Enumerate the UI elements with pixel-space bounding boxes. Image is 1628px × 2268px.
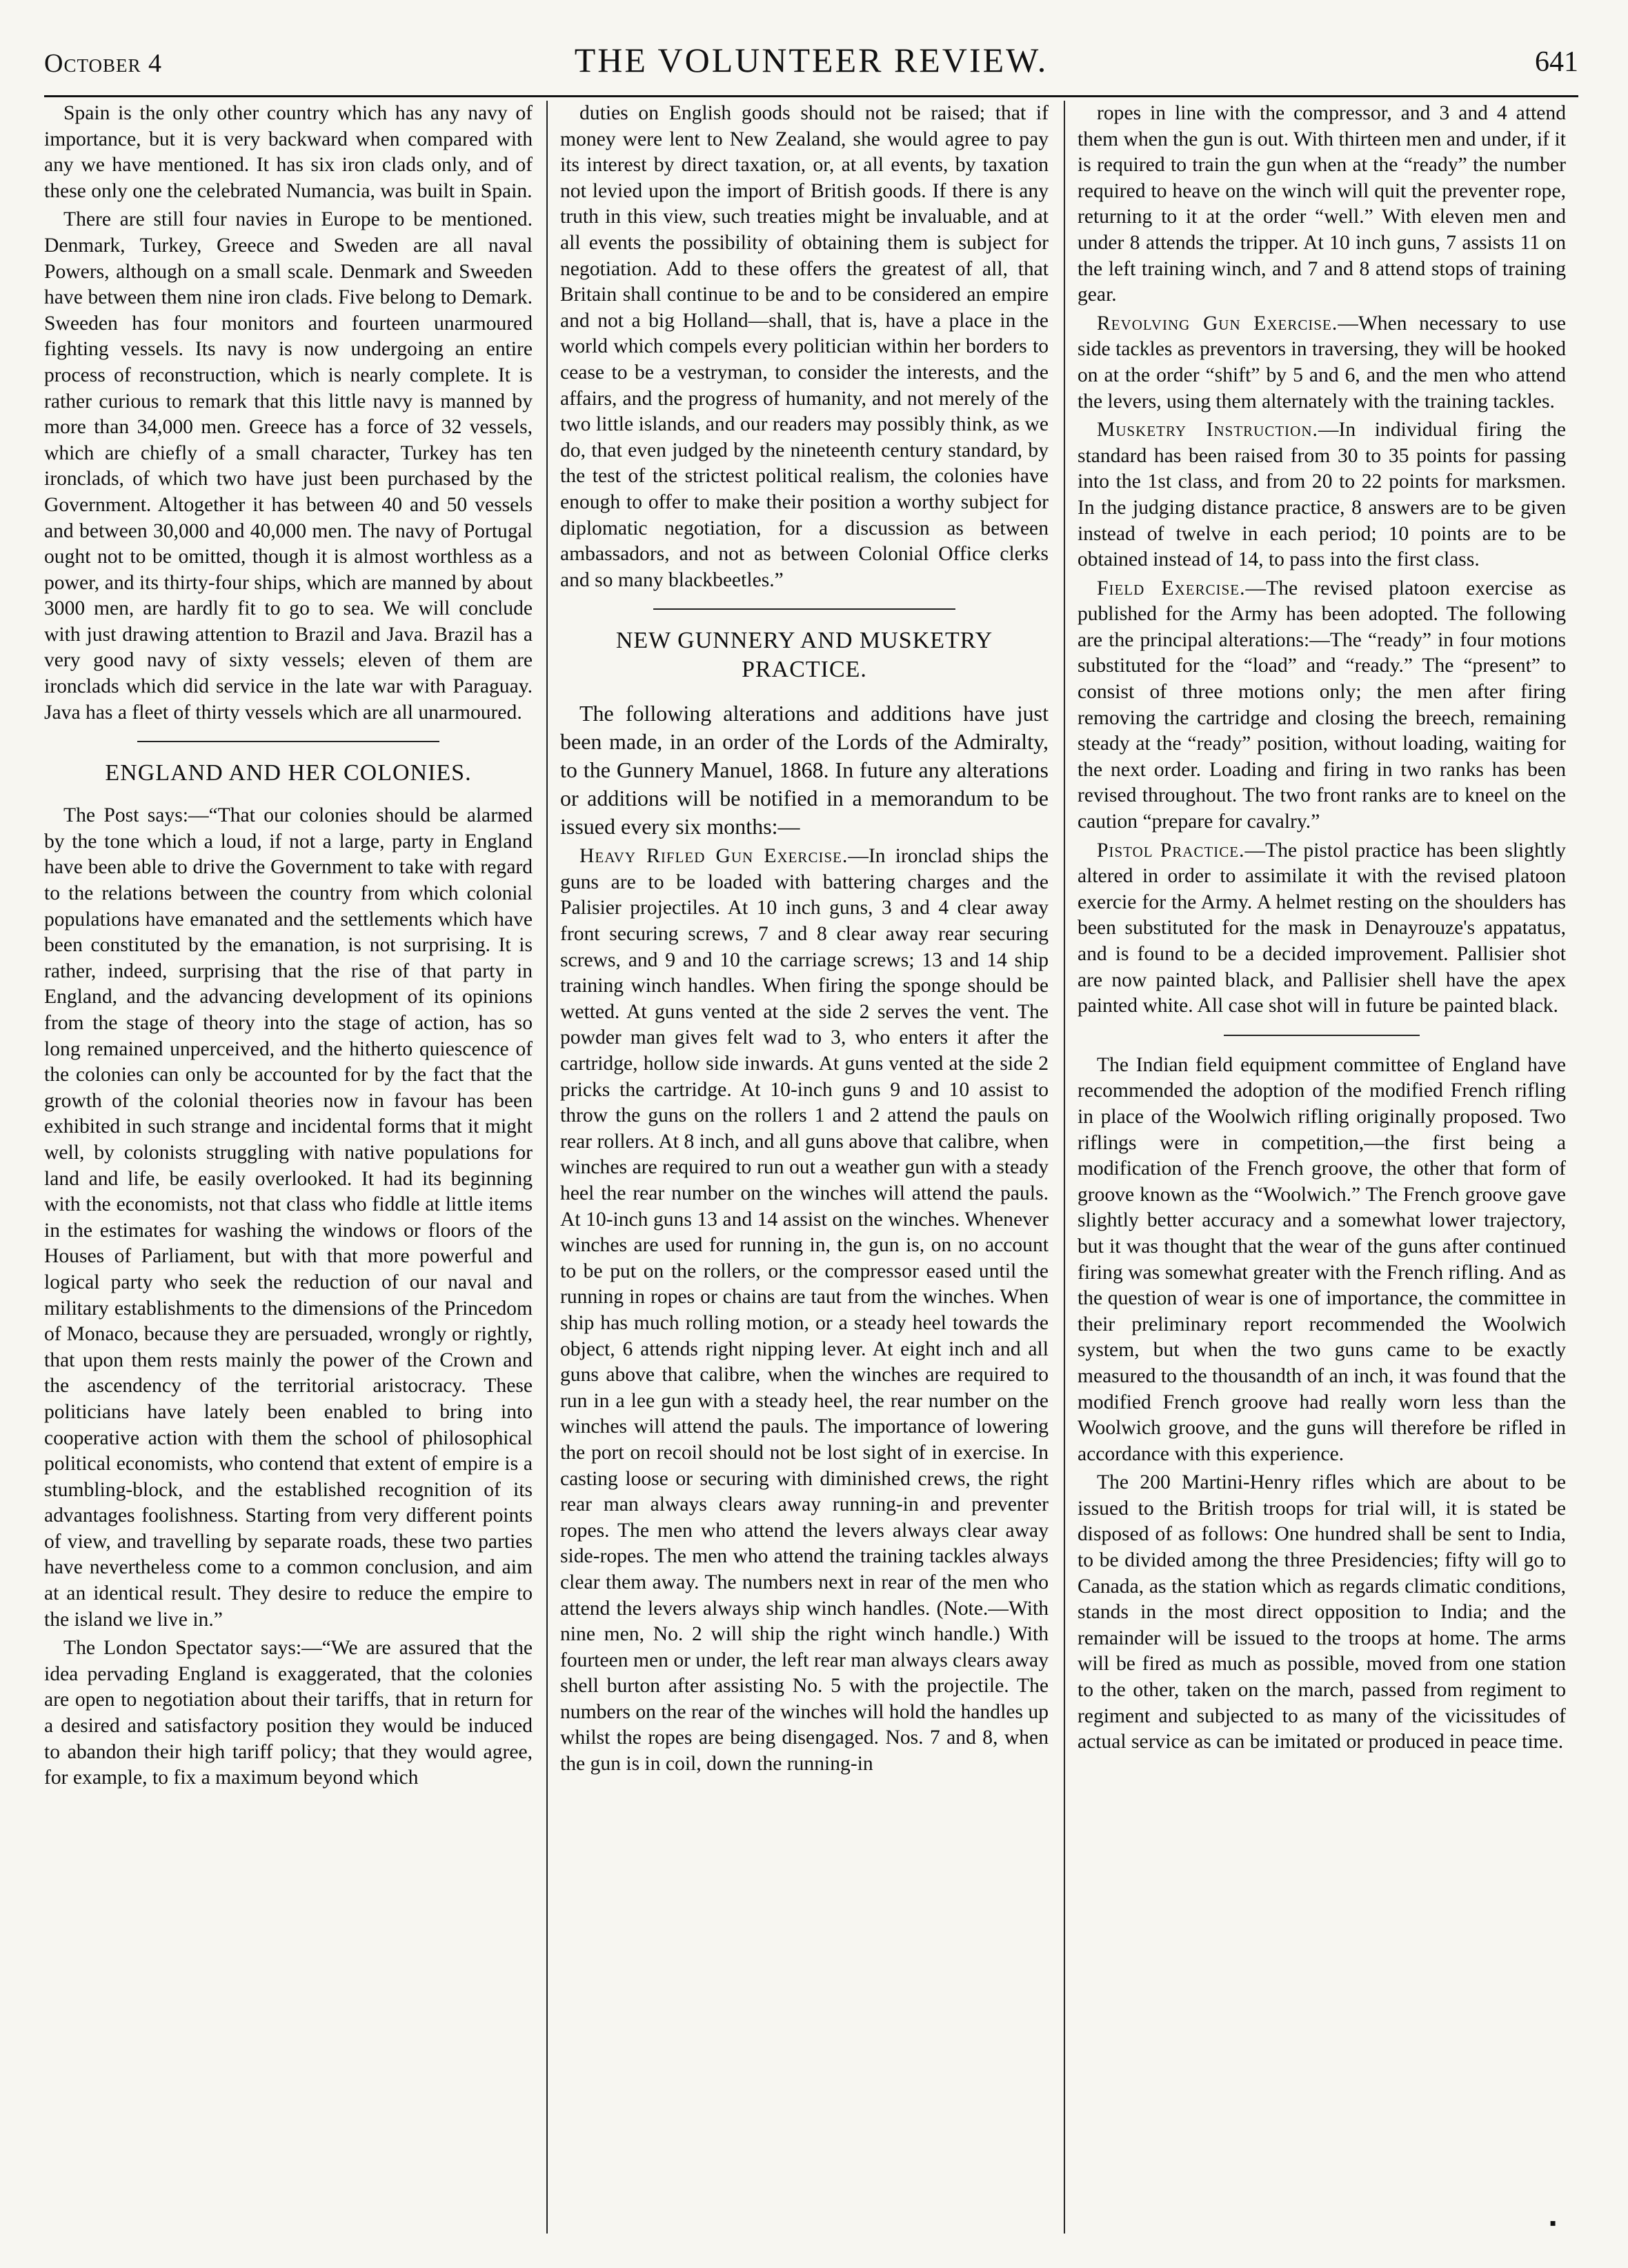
- paragraph-label: Heavy Rifled Gun Exercise.: [579, 845, 848, 868]
- article-paragraph: The Post says:—“That our colonies should be alarmed by the tone which a loud, if not a large, party in England have been able to drive the Government to take with regard to the relations between the country from which colonial populations have emanated and the settlements which have been constituted by the emanation, is not surprising. It is rather, indeed, surprising that the rise of that party in England, and the advancing development of its opinions from the stage of theory into the stage of action, has so long remained unperceived, and the hitherto quiescence of the colonies can only be accounted for by the fact that the growth of the colonial theories now in favour has been exhibited in such strange and incidental forms that it might well, by colonists struggling with native populations for land and life, be easily overlooked. It had its beginning with the economists, not that class who fiddle at little items in the estimates for washing the windows or floors of the Houses of Parliament, but with that more powerful and logical party who seek the reduction of our naval and military establishments to the dimensions of the Princedom of Monaco, because they are persuaded, wrongly or rightly, that upon them rests mainly the power of the Crown and the ascendency of the territorial aristocracy. These politicians have lately been enabled to bring into cooperative action with them the school of philosophical political economists, who contend that extent of empire is a stumbling-block, and the established recognition of its advantages foolishness. Starting from very different points of view, and travelling by separate roads, these two parties have nevertheless come to a common conclusion, and aim at an identical result. They desire to reduce the empire to the island we live in.”: [44, 804, 533, 1631]
- paragraph-text: —The revised platoon exercise as published for the Army has been adopted. The following are the principal alterations:—The “ready” in four motions substituted for the “load” and “ready.” The “present” to consist of three motions only; the men after firing removing the cartridge and closing the breech, remaining steady at the “ready” position, without loading, waiting for the next order. Loading and firing in two ranks has been revised throughout. The two front ranks are to kneel on the caution “prepare for cavalry.”: [1078, 577, 1566, 833]
- article-paragraph: ropes in line with the compressor, and 3 and 4 attend them when the gun is out. With thirteen men and under, if it is required to train the gun when at the “ready” the number required to heave on the winch will quit the preventer rope, returning to it at the order “well.” With eleven men and under 8 attends the tripper. At 10 inch guns, 7 assists 11 on the left training winch, and 7 and 8 attend stops of training gear.: [1078, 102, 1566, 306]
- paragraph-text: —In ironclad ships the guns are to be loaded with battering charges and the Palisier projectiles. At 10 inch guns, 3 and 4 clear away front securing screws, 7 and 8 clear away rear securing screws, and 9 and 10 the carriage screws; 13 and 14 ship training winch handles. When firing the sponge should be wetted. At guns vented at the side 2 serves the vent. The powder man gives felt wad to 3, who enters it after the cartridge, hollow side inwards. At guns vented at the side 2 pricks the cartridge. At 10-inch guns 9 and 10 assist to throw the guns on the rollers 1 and 2 attend the pauls on rear rollers. At 8 inch, and all guns above that calibre, when winches are required to run out a weather gun with a steady heel the rear number on the winches will attend the pauls. At 10-inch guns 13 and 14 assist on the winches. Whenever winches are used for running in, the gun is, on no account to be put on the rollers, or the compressor eased until the running in ropes or chains are taut from the winches. When ship has much rolling motion, or a steady heel towards the object, 6 attends right nipping lever. At eight inch and all guns above that calibre, when the winches are required to run in a lee gun with a steady heel, the rear number on the winches will attend the pauls. The importance of lowering the port on recoil should not be lost sight of in exercise. In casting loose or securing with diminished crews, the right rear man always clears away running-in and preventer ropes. The men who attend the levers always clear away side-ropes. The men who attend the training tackles always clear them away. The numbers next in rear of the men who attend the levers always ship winch handles. (Note.—With nine men, No. 2 will ship the right winch handle.) With fourteen men or under, the left rear man always clears away shell burton after assisting No. 5 with the projectile. The numbers on the rear of the winches will hold the handles up whilst the ropes are being disengaged. Nos. 7 and 8, when the gun is in coil, down the running-in: [560, 845, 1049, 1775]
- article-paragraph: [1078, 311, 1566, 415]
- article-paragraph: [560, 844, 1049, 1777]
- article-paragraph: The 200 Martini-Henry rifles which are about to be issued to the British troops for trial will, it is stated be disposed of as follows: One hundred shall be sent to India, to be divided among the three Presidencies; fifty will go to Canada, as the station which as regards climatic conditions, stands in the most direct opposition to India; and the remainder will be issued to the troops at home. The arms will be fired as much as possible, moved from one station to the other, taken on the march, passed from regiment to regiment and subjected to as many of the vicissitudes of actual service as can be imitated or produced in peace time.: [1078, 1471, 1566, 1753]
- paragraph-text: —The pistol practice has been slightly altered in order to assimilate it with the revised platoon exercie for the Army. A helmet resting on the shoulders has been substituted for the mask in Denayrouze's appatatus, and is found to be a decided improvement. Pallisier shot are now painted black, and Pallisier shell have the apex painted white. All case shot will in future be painted black.: [1078, 839, 1566, 1017]
- column-rule: [546, 101, 548, 2234]
- article-paragraph: [1078, 417, 1566, 573]
- article-paragraph: There are still four navies in Europe to be mentioned. Denmark, Turkey, Greece and Sweden are all naval Powers, although on a small scale. Denmark and Sweeden have between them nine iron clads. Five belong to Demark. Sweeden has four monitors and fourteen unarmoured fighting vessels. Its navy is now undergoing an entire process of reconstruction, which is nearly complete. It is rather curious to remark that this little navy is manned by more than 34,000 men. Greece has a force of 32 vessels, which are chiefly of a small character, Turkey has ten ironclads, of which two have just been purchased by the Government. Altogether it has between 40 and 50 vessels and between 30,000 and 40,000 men. The navy of Portugal ought not to be omitted, though it is almost worthless as a power, and its thirty-four ships, which are manned by about 3000 men, are hardly fit to go to sea. We will conclude with just drawing attention to Brazil and Java. Brazil has a very good navy of sixty vessels; eleven of them are ironclads which did service in the late war with Paraguay. Java has a fleet of thirty vessels which are all unarmoured.: [44, 208, 533, 724]
- article-paragraph: The London Spectator says:—“We are assured that the idea pervading England is exaggerated, that the colonies are open to negotiation about their tariffs, that in return for a desired and satisfactory position they would be induced to abandon their high tariff policy; that they would agree, for example, to fix a maximum beyond which: [44, 1637, 533, 1789]
- paragraph-label: Field Exercise.: [1097, 577, 1246, 599]
- article-paragraph: duties on English goods should not be raised; that if money were lent to New Zealand, she would agree to pay its interest by direct taxation, or, at all events, by taxation not levied upon the import of British goods. If there is any truth in this view, such treaties might be invaluable, and at all events the possibility of obtaining them is subject for negotiation. Add to these offers the greatest of all, that Britain shall continue to be and to be considered an empire and not a big Holland—shall, that is, have a place in the world which compels every politician within her borders to cease to be a vestryman, to consider the interests, and the affairs, and the progress of humanity, and not merely of the two little islands, and our readers may possibly think, as we do, that even judged by the nineteenth century standard, by the test of the strictest political realism, the colonies have enough to offer to make their position a worthy subject for diplomatic negotiation, for a discussion as between ambassadors, and not as between Colonial Office clerks and so many blackbeetles.”: [560, 102, 1049, 591]
- publication-title: THE VOLUNTEER REVIEW.: [574, 41, 1049, 79]
- paragraph-text: —When necessary to use side tackles as preventors in traversing, they will be hooked on at the order “shift” by 5 and 6, and the men who attend the levers, using them alternately with the training tackles.: [1078, 312, 1566, 412]
- paragraph-label: Pistol Practice.: [1097, 839, 1245, 862]
- article-paragraph: [1078, 838, 1566, 1019]
- article-heading: NEW GUNNERY AND MUSKETRY PRACTICE.: [615, 628, 993, 683]
- issue-date: October 4: [44, 49, 162, 78]
- header-rule: [44, 95, 1578, 97]
- paragraph-label: Revolving Gun Exercise.: [1097, 312, 1338, 335]
- paragraph-label: Musketry Instruction.: [1097, 419, 1318, 441]
- page-header: [44, 40, 1578, 95]
- paragraph-text: —In individual firing the standard has been raised from 30 to 35 points for passing into the 1st class, and from 20 to 22 points for marksmen. In the judging distance practice, 8 answers are to be given instead of twelve in each period; 10 points are to be obtained instead of 14, to pass into the first class.: [1078, 419, 1566, 571]
- section-divider: [653, 608, 956, 610]
- column-2: [560, 101, 1049, 2236]
- section-divider: [1224, 1035, 1419, 1036]
- page-number: 641: [1535, 46, 1578, 78]
- article-paragraph: Spain is the only other country which has any navy of importance, but it is very backward when compared with any we have mentioned. It has six iron clads only, and of these only one the celebrated Numancia, was built in Spain.: [44, 102, 533, 202]
- article-paragraph: The Indian field equipment committee of England have recommended the adoption of the modified French rifling in place of the Woolwich rifling originally proposed. Two riflings were in competition,—the first being a modification of the French groove, the other that form of groove known as the “Woolwich.” The French groove gave slightly better accuracy and a somewhat lower trajectory, but it was thought that the wear of the guns after continued firing was somewhat greater with the French rifling. And as the question of wear is one of importance, the committee in their preliminary report recommended the Woolwich system, but when the two guns came to be exactly measured to the thousandth of an inch, it was found that the modified French groove had really worn less than the Woolwich groove, and the guns will therefore be rifled in accordance with this experience.: [1078, 1053, 1566, 1465]
- article-intro: The following alterations and additions have just been made, in an order of the Lords of the Admiralty, to the Gunnery Manuel, 1868. In future any alterations or additions will be notified in a memorandum to be issued every six months:—: [560, 701, 1049, 839]
- column-3: [1078, 101, 1566, 2236]
- article-paragraph: [1078, 576, 1566, 835]
- printers-mark: ▪: [1549, 2213, 1556, 2234]
- section-divider: [137, 741, 440, 742]
- column-1: [44, 101, 533, 2236]
- column-rule: [1064, 101, 1065, 2234]
- article-heading: ENGLAND AND HER COLONIES.: [105, 760, 472, 786]
